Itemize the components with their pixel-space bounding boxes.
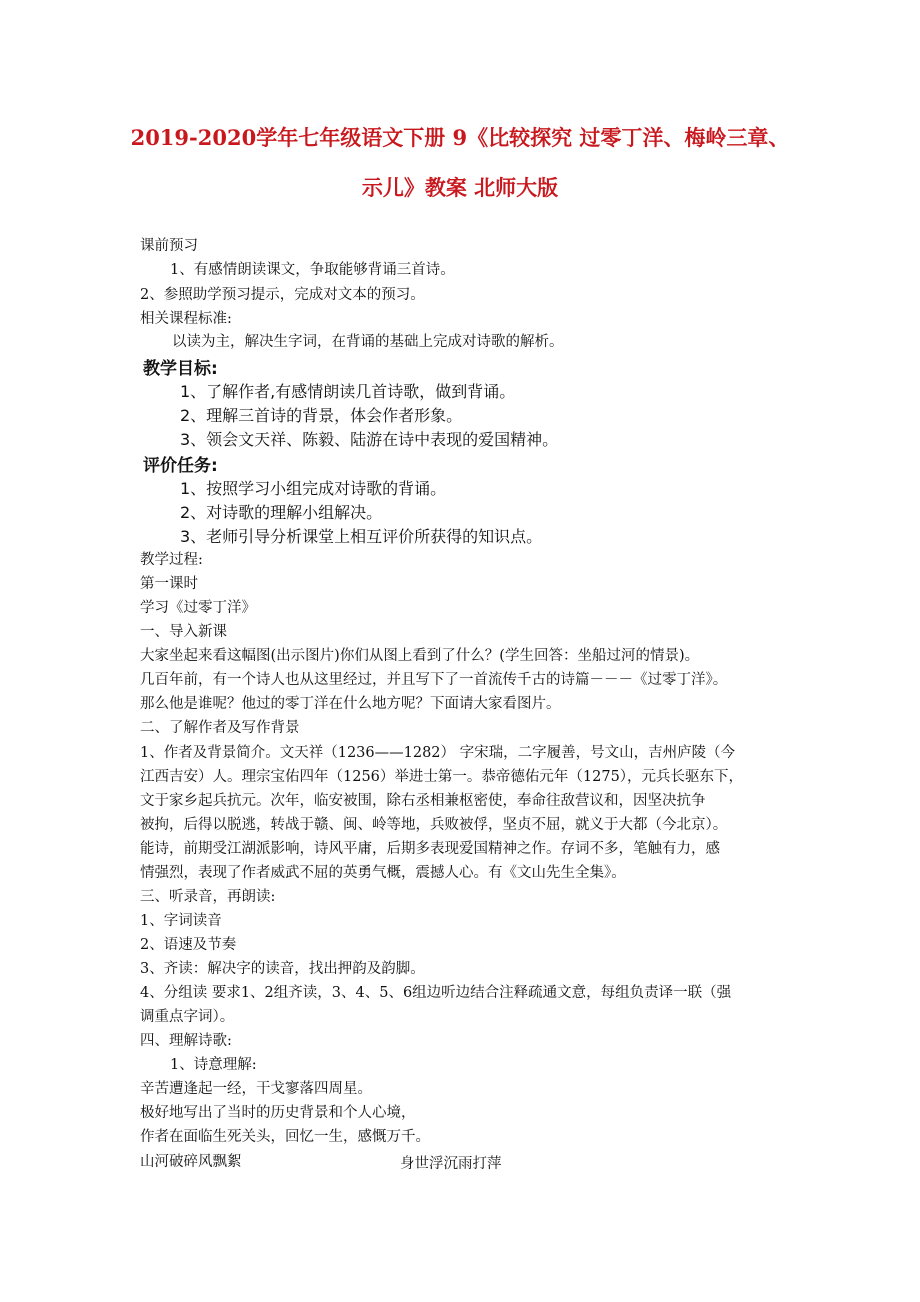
document-title-line-2: 示儿》教案 北师大版 [361,175,559,200]
task-item-1: 1、按照学习小组完成对诗歌的背诵。 [180,479,447,498]
document-title-line-1: 2019-2020学年七年级语文下册 9《比较探究 过零丁洋、梅岭三章、 [130,125,790,150]
tasks-heading: 评价任务: [143,456,218,476]
poem-verse-right: 身世浮沉雨打萍 [400,1156,502,1172]
analysis-line-2: 作者在面临生死关头，回忆一生，感慨万千。 [140,1129,430,1145]
section-2-line-2: 江西吉安）人。理宗宝佑四年（1256）举进士第一。恭帝德佑元年（1275），元兵长驱东下， [140,769,744,785]
preview-item-1: 1、有感情朗读课文，争取能够背诵三首诗。 [170,262,455,278]
poem-line: 辛苦遭逢起一经，干戈寥落四周星。 [140,1081,372,1097]
section-3-item-4-cont: 调重点字词）。 [140,1009,235,1025]
task-item-3: 3、老师引导分析课堂上相互评价所获得的知识点。 [180,527,543,546]
goal-item-3: 3、领会文天祥、陈毅、陆游在诗中表现的爱国精神。 [180,430,559,449]
section-3-item-1: 1、字词读音 [140,913,222,929]
goal-item-1: 1、了解作者,有感情朗读几首诗歌，做到背诵。 [180,382,516,401]
section-1-line-2: 几百年前，有一个诗人也从这里经过，并且写下了一首流传千古的诗篇－－－《过零丁洋》。 [140,672,728,688]
section-2-line-3: 文于家乡起兵抗元。次年，临安被围，除右丞相兼枢密使，奉命往敌营议和，因坚决抗争 [140,793,706,809]
section-2-line-1: 1、作者及背景简介。文天祥（1236——1282） 字宋瑞，二字履善，号文山，吉州庐陵（今 [140,745,736,761]
analysis-line-1: 极好地写出了当时的历史背景和个人心境， [140,1105,416,1121]
preview-item-2: 2、参照助学预习提示，完成对文本的预习。 [140,287,425,303]
section-2-line-6: 情强烈，表现了作者威武不屈的英勇气概，震撼人心。有《文山先生全集》。 [140,865,626,881]
section-2-line-4: 被拘，后得以脱逃，转战于赣、闽、岭等地，兵败被俘，坚贞不屈，就义于大都（今北京）。 [140,817,728,833]
section-4-heading: 四、理解诗歌: [140,1033,232,1049]
section-3-item-2: 2、语速及节奏 [140,937,237,953]
study-label: 学习《过零丁洋》 [140,600,256,616]
goal-item-2: 2、理解三首诗的背景，体会作者形象。 [180,406,463,425]
section-2-line-5: 能诗，前期受江湖派影响，诗风平庸，后期多表现爱国精神之作。存词不多，笔触有力，感 [140,841,720,857]
standard-heading: 相关课程标准: [140,311,232,327]
section-3-item-4: 4、分组读 要求1、2组齐读，3、4、5、6组边听边结合注释疏通文意，每组负责译一联（强 [140,985,732,1001]
section-4-sub: 1、诗意理解: [170,1057,257,1073]
section-1-line-1: 大家坐起来看这幅图(出示图片)你们从图上看到了什么？(学生回答：坐船过河的情景)。 [140,648,700,664]
poem-verse-left: 山河破碎风飘絮 [140,1154,242,1170]
section-1-heading: 一、导入新课 [140,624,227,640]
goals-heading: 教学目标: [143,359,218,379]
section-1-line-3: 那么他是谁呢？他过的零丁洋在什么地方呢？下面请大家看图片。 [140,696,561,712]
standard-text: 以读为主，解决生字词，在背诵的基础上完成对诗歌的解析。 [172,334,564,350]
lesson-label: 第一课时 [140,576,198,592]
task-item-2: 2、对诗歌的理解小组解决。 [180,503,383,522]
process-heading: 教学过程: [140,552,203,568]
section-2-heading: 二、了解作者及写作背景 [140,720,300,736]
section-3-heading: 三、听录音，再朗读: [140,889,276,905]
preview-heading: 课前预习 [140,238,198,254]
section-3-item-3: 3、齐读：解决字的读音，找出押韵及韵脚。 [140,961,425,977]
